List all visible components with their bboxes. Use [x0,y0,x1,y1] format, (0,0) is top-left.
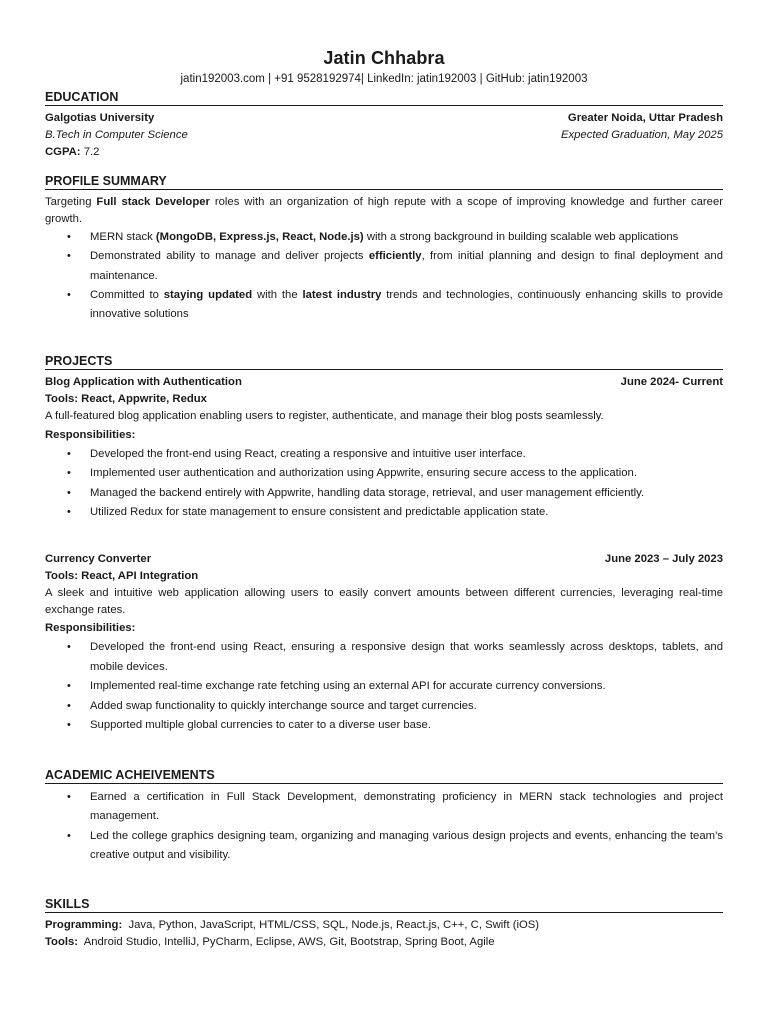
achievements-list [45,788,723,865]
item-text: with a strong background in building scalable web applications [363,231,679,243]
candidate-name: Jatin Chhabra [323,48,445,68]
skills-programming [45,917,723,934]
list-item: • Implemented real-time exchange rate fetching using an external API for accurate currency conversions. [45,677,723,697]
item-bold: staying updated [163,288,253,301]
skills-section [45,897,723,951]
profile-list [45,228,723,324]
list-item: • Added swap functionality to quickly interchange source and target currencies. [45,697,723,717]
project-2-header [45,551,723,568]
degree: B.Tech in Computer Science [45,129,188,141]
item-text: trends and technologies, continuously enhancing skills to provide innovative solutions [90,288,723,321]
tools-value: Android Studio, IntelliJ, PyCharm, Eclipse, AWS, Git, Bootstrap, Spring Boot, Agile [83,936,495,948]
project-1-name: Blog Application with Authentication [45,376,242,388]
project-2-tools: Tools: React, API Integration [45,570,199,582]
cgpa-value: 7.2 [80,146,100,158]
university-location: Greater Noida, Uttar Pradesh [567,112,723,124]
list-item: • Managed the backend entirely with Appwrite, handling data storage, retrieval, and user management efficiently. [45,484,723,504]
list-item: • Earned a certification in Full Stack Development, demonstrating proficiency in MERN stack technologies and project management. [45,788,723,827]
skills-tools [45,934,723,951]
item-text: Committed to [90,288,164,301]
project-2-description: A sleek and intuitive web application allowing users to easily convert amounts between different currencies, leveraging real-time exchange rates. [45,587,723,616]
cgpa-label: CGPA: [45,146,81,158]
education-section [45,90,723,161]
project-2-list [45,638,723,736]
profile-heading: PROFILE SUMMARY [45,174,723,190]
project-1-description: A full-featured blog application enabling users to register, authenticate, and manage their blog posts seamlessly. [45,410,604,422]
projects-heading: PROJECTS [45,354,723,370]
item-text: , from initial planning and design to final deployment and maintenance. [90,250,724,282]
project-1-tools: Tools: React, Appwrite, Redux [45,393,207,405]
profile-section [45,174,723,324]
university-name: Galgotias University [45,112,155,124]
item-text: MERN stack [90,231,156,243]
achievements-section [45,768,723,865]
item-bold: latest industry [302,288,382,301]
projects-section [45,354,723,523]
project-2-responsibilities-label: Responsibilities: [45,622,136,634]
skills-heading: SKILLS [45,897,723,913]
cgpa-line [45,144,723,161]
list-item: • Implemented user authentication and authorization using Appwrite, ensuring secure access to the application. [45,464,723,484]
programming-label: Programming: [45,919,123,931]
project-1-header [45,374,723,391]
list-item [45,247,723,286]
list-item [45,286,723,325]
education-row-2 [45,127,723,144]
graduation-date: Expected Graduation, May 2025 [560,129,723,141]
item-bold: efficiently [368,250,422,263]
project-1-date: June 2024- Current [620,376,723,388]
list-item: • Developed the front-end using React, creating a responsive and intuitive user interface. [45,445,723,465]
list-item: • Led the college graphics designing team, organizing and managing various design projects and events, enhancing the team’s creative output and visibility. [45,827,723,866]
contact-line: jatin192003.com | +91 9528192974| LinkedIn: jatin192003 | GitHub: jatin192003 [180,73,588,85]
project-1-list [45,445,723,523]
list-item: • Utilized Redux for state management to ensure consistent and predictable application state. [45,503,723,523]
profile-intro-rest: roles with an organization of high repute with a scope of improving knowledge and further career growth. [45,196,723,225]
list-item: • Supported multiple global currencies to cater to a diverse user base. [45,716,723,736]
resume-page [45,0,723,1024]
item-bold: (MongoDB, Express.js, React, Node.js) [155,231,364,243]
project-2 [45,551,723,736]
profile-intro [45,194,723,227]
profile-intro-role: Full stack Developer [96,196,210,208]
achievements-heading: ACADEMIC ACHEIVEMENTS [45,768,723,784]
profile-intro-text: Targeting [45,196,97,208]
project-2-date: June 2023 – July 2023 [604,553,723,565]
list-item: • Developed the front-end using React, ensuring a responsive design that works seamlessly across desktops, tablets, and mobile devices. [45,638,723,677]
item-text: with the [252,288,303,301]
programming-value: Java, Python, JavaScript, HTML/CSS, SQL, Node.js, React.js, C++, C, Swift (iOS) [128,919,540,931]
project-2-name: Currency Converter [45,553,152,565]
education-heading: EDUCATION [45,90,723,106]
list-item [45,228,723,247]
item-text: Demonstrated ability to manage and deliver projects [90,250,369,263]
education-row-1 [45,110,723,127]
tools-label: Tools: [45,936,79,948]
project-1-responsibilities-label: Responsibilities: [45,428,136,441]
